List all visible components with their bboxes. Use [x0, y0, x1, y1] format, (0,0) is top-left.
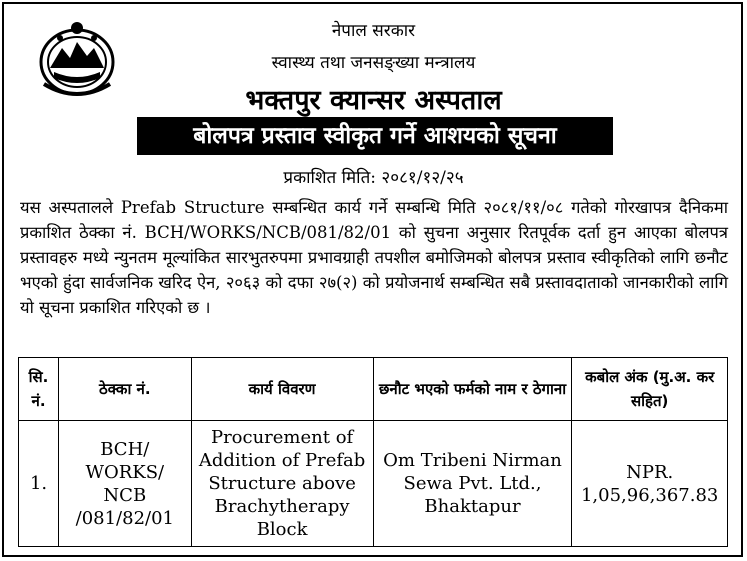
- notice-title-banner: बोलपत्र प्रस्ताव स्वीकृत गर्ने आशयको सूचना: [137, 117, 613, 155]
- cell-sn: 1.: [19, 421, 59, 547]
- hospital-name: भक्तपुर क्यान्सर अस्पताल: [245, 85, 502, 116]
- award-table: [18, 357, 728, 547]
- ministry-name: स्वास्थ्य तथा जनसङ्ख्या मन्त्रालय: [271, 53, 476, 73]
- header-amount: कबोल अंक (मु.अ. कर सहित): [572, 358, 728, 421]
- cell-firm: Om Tribeni Nirman Sewa Pvt. Ltd., Bhaktapur: [373, 421, 572, 547]
- published-date: प्रकाशित मिति: २०८१/१२/२५: [283, 168, 464, 188]
- header-sn: सि. नं.: [19, 358, 59, 421]
- government-name: नेपाल सरकार: [331, 21, 416, 41]
- notice-paragraph: यस अस्पतालले Prefab Structure सम्बन्धित कार्य गर्ने सम्बन्धि मिति २०८१/११/०८ गतेको गोरखापत्र दैनिकमा प्रकाशित ठेक्का नं. BCH/WORKS/NCB/081/82/01 को सुचना अनुसार रितपूर्वक दर्ता हुन आएका बोलपत्र प्रस्तावहरु मध्ये न्युनतम मूल्यांकित सारभुतरुपमा प्रभावग्राही तपशील बमोजिमको बोलपत्र प्रस्ताव स्वीकृतिको लागि छनौट भएको हुंदा सार्वजनिक खरिद ऐन, २०६३ को दफा २७(२) को प्रयोजनार्थ सम्बन्धित सबै प्रस्तावदाताको जानकारीको लागि यो सूचना प्रकाशित गरिएको छ ।: [20, 198, 728, 317]
- cell-amount: NPR. 1,05,96,367.83: [572, 421, 728, 547]
- cell-description: Procurement of Addition of Prefab Structure above Brachytherapy Block: [191, 421, 373, 547]
- cell-contract-no: BCH/ WORKS/ NCB /081/82/01: [59, 421, 191, 547]
- table-row: [19, 421, 728, 547]
- header-firm: छनौट भएको फर्मको नाम र ठेगाना: [373, 358, 572, 421]
- table-header-row: [19, 358, 728, 421]
- header-contract-no: ठेक्का नं.: [59, 358, 191, 421]
- header-description: कार्य विवरण: [191, 358, 373, 421]
